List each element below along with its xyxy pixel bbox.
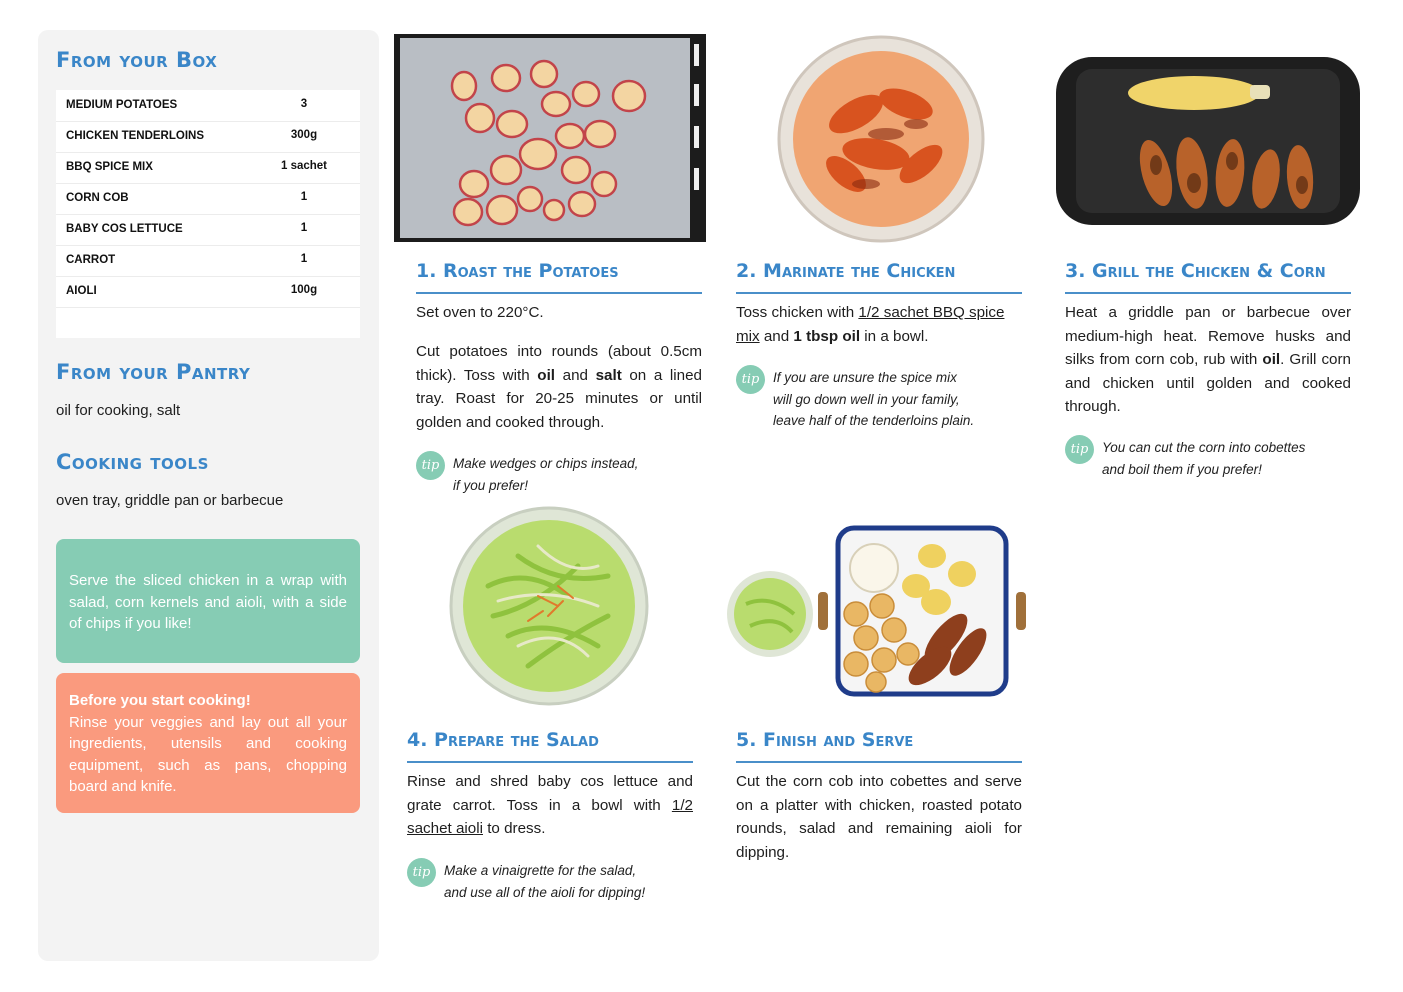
ingredient-quantity: 1 xyxy=(300,191,308,203)
before-you-start-card xyxy=(56,673,360,813)
pantry-text: oil for cooking, salt xyxy=(56,402,181,419)
ingredient-quantity: 1 xyxy=(300,253,308,265)
ingredient-quantity: 3 xyxy=(300,98,308,110)
step-1-instruction-1: Set oven to 220°C. xyxy=(416,304,544,321)
tools-text: oven tray, griddle pan or barbecue xyxy=(56,492,284,509)
ingredient-name: CORN COB xyxy=(66,192,129,204)
ingredient-quantity: 1 sachet xyxy=(280,160,328,172)
salad-bowl-photo xyxy=(448,506,650,706)
ingredient-name: AIOLI xyxy=(66,285,97,297)
step-2-title: 2. Marinate the Chicken xyxy=(736,260,956,282)
ingredient-row xyxy=(56,90,360,122)
ingredient-name: MEDIUM POTATOES xyxy=(66,99,178,111)
ingredient-quantity: 1 xyxy=(300,222,308,234)
ingredient-name: CARROT xyxy=(66,254,116,266)
step-1-divider xyxy=(416,292,702,294)
ingredient-quantity: 300g xyxy=(290,129,318,141)
step-5-divider xyxy=(736,761,1022,763)
from-your-pantry-heading: From your Pantry xyxy=(56,360,251,384)
ingredient-name: BBQ SPICE MIX xyxy=(66,161,153,173)
roasted-potatoes-photo xyxy=(394,34,706,242)
serving-platter-photo xyxy=(726,514,1030,698)
step-4-instruction: Rinse and shred baby cos lettuce and grate carrot. Toss in a bowl with 1/2 sachet aioli to dress. xyxy=(407,773,693,837)
ingredients-table xyxy=(56,90,360,338)
before-you-start-text: Rinse your veggies and lay out all your ingredients, utensils and cooking equipment, such as pans, chopping board and knife. xyxy=(69,713,347,795)
step-3-instruction: Heat a griddle pan or barbecue over medium-high heat. Remove husks and silks from corn cob, rub with oil. Grill corn and chicken until golden and cooked through. xyxy=(1065,304,1351,415)
step-1-title: 1. Roast the Potatoes xyxy=(416,260,619,282)
ingredient-row xyxy=(56,276,360,308)
step-2-instruction: Toss chicken with 1/2 sachet BBQ spice mix and 1 tbsp oil in a bowl. xyxy=(736,304,1005,345)
ingredient-quantity: 100g xyxy=(290,284,318,296)
griddle-chicken-corn-photo xyxy=(1054,55,1362,227)
ingredient-name: CHICKEN TENDERLOINS xyxy=(66,130,205,142)
from-your-box-heading: From your Box xyxy=(56,48,218,72)
step-4-divider xyxy=(407,761,693,763)
ingredient-row xyxy=(56,245,360,277)
serve-suggestion-card xyxy=(56,539,360,663)
before-you-start-title: Before you start cooking! xyxy=(69,692,251,709)
step-2-tip-text: If you are unsure the spice mix will go down well in your family, leave half of the tenderloins plain. xyxy=(773,370,975,428)
ingredient-row xyxy=(56,152,360,184)
serve-suggestion-text: Serve the sliced chicken in a wrap with salad, corn kernels and aioli, with a side of chips if you like! xyxy=(69,572,347,632)
step-2-tip-badge: tip xyxy=(736,365,765,394)
ingredient-row xyxy=(56,183,360,215)
step-3-divider xyxy=(1065,292,1351,294)
step-4-title: 4. Prepare the Salad xyxy=(407,729,599,751)
step-1-tip-badge: tip xyxy=(416,451,445,480)
marinated-chicken-photo xyxy=(776,34,986,244)
ingredient-name: BABY COS LETTUCE xyxy=(66,223,183,235)
step-5-title: 5. Finish and Serve xyxy=(736,729,914,751)
step-5-instruction: Cut the corn cob into cobettes and serve on a platter with chicken, roasted potato rounds, salad and remaining aioli for dipping. xyxy=(736,773,1022,861)
step-3-title: 3. Grill the Chicken & Corn xyxy=(1065,260,1326,282)
step-2-divider xyxy=(736,292,1022,294)
cooking-tools-heading: Cooking tools xyxy=(56,450,209,474)
step-4-tip-badge: tip xyxy=(407,858,436,887)
ingredient-row xyxy=(56,121,360,153)
ingredient-row xyxy=(56,214,360,246)
step-3-tip-text: You can cut the corn into cobettes and boil them if you prefer! xyxy=(1102,440,1306,477)
step-1-tip-text: Make wedges or chips instead, if you prefer! xyxy=(453,456,639,493)
step-4-tip-text: Make a vinaigrette for the salad, and use all of the aioli for dipping! xyxy=(444,863,646,900)
step-3-tip-badge: tip xyxy=(1065,435,1094,464)
step-1-instruction-2: Cut potatoes into rounds (about 0.5cm thick). Toss with oil and salt on a lined tray. Roast for 20-25 minutes or until golden and cooked through. xyxy=(416,343,703,431)
